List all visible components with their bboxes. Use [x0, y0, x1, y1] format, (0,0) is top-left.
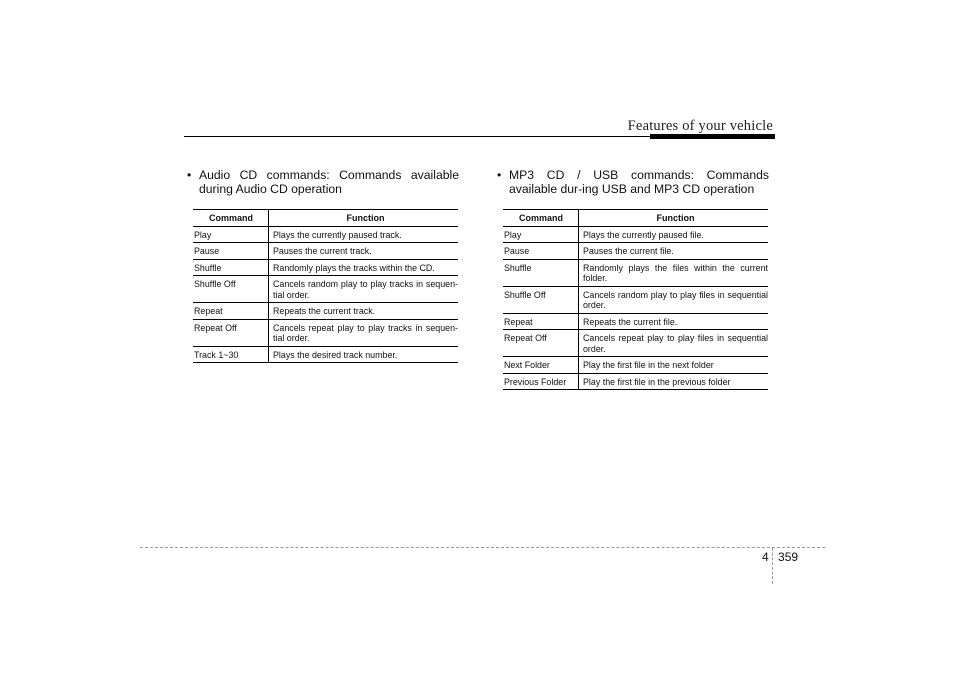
table-row — [193, 303, 458, 320]
table-row — [503, 243, 768, 260]
table-row — [503, 330, 768, 357]
column-header-command: Command — [503, 210, 579, 226]
command-cell: Repeat Off — [193, 320, 269, 346]
table-row — [193, 276, 458, 303]
header-rule-accent — [650, 134, 775, 139]
chapter-number: 4 — [762, 550, 769, 564]
command-cell: Track 1~30 — [193, 347, 269, 363]
mp3-usb-intro-text: MP3 CD / USB commands: Commands available dur-ing USB and MP3 CD operation — [509, 168, 769, 196]
command-cell: Repeat — [503, 314, 579, 330]
bullet-icon: • — [497, 168, 502, 182]
command-cell: Pause — [193, 243, 269, 259]
command-cell: Shuffle — [193, 260, 269, 276]
section-title: Features of your vehicle — [627, 118, 773, 134]
function-cell: Cancels random play to play tracks in sequen-tial order. — [273, 279, 458, 300]
table-row — [503, 357, 768, 374]
table-row — [193, 227, 458, 244]
function-cell: Play the first file in the previous folder — [583, 376, 731, 387]
mp3-usb-command-table — [503, 209, 768, 390]
command-cell: Repeat — [193, 303, 269, 319]
bullet-icon: • — [187, 168, 192, 182]
function-cell: Cancels random play to play files in sequential order. — [583, 289, 768, 310]
function-cell: Play the first file in the next folder — [583, 360, 714, 370]
table-row — [503, 314, 768, 331]
command-cell: Shuffle Off — [503, 287, 579, 313]
audio-cd-section — [183, 168, 459, 360]
audio-cd-intro-text: Audio CD commands: Commands available during Audio CD operation — [199, 168, 459, 196]
table-row — [503, 287, 768, 314]
footer-rule — [140, 547, 825, 548]
command-cell: Next Folder — [503, 357, 579, 373]
page-number-value: 359 — [778, 550, 799, 564]
function-cell: Randomly plays the tracks within the CD. — [273, 262, 435, 273]
table-row — [503, 227, 768, 244]
table-row — [193, 243, 458, 260]
function-cell: Plays the currently paused track. — [273, 229, 402, 240]
command-cell: Previous Folder — [503, 374, 579, 390]
function-cell: Plays the currently paused file. — [583, 229, 704, 240]
function-cell: Cancels repeat play to play tracks in sequen-tial order. — [273, 322, 458, 343]
table-row — [193, 260, 458, 277]
column-header-function: Function — [656, 213, 695, 223]
table-header-row — [193, 210, 458, 227]
table-row — [193, 320, 458, 347]
mp3-usb-intro — [493, 168, 769, 196]
command-cell: Pause — [503, 243, 579, 259]
table-header-row — [503, 210, 768, 227]
column-header-command: Command — [193, 210, 269, 226]
function-cell: Randomly plays the files within the current folder. — [583, 262, 768, 283]
table-row — [193, 347, 458, 364]
mp3-usb-section — [493, 168, 769, 387]
audio-cd-command-table — [193, 209, 458, 363]
function-cell: Repeats the current file. — [583, 316, 678, 327]
function-cell: Repeats the current track. — [273, 306, 376, 316]
command-cell: Play — [193, 227, 269, 243]
table-row — [503, 374, 768, 391]
audio-cd-intro — [183, 168, 459, 196]
function-cell: Pauses the current file. — [583, 246, 674, 256]
command-cell: Shuffle — [503, 260, 579, 286]
command-cell: Play — [503, 227, 579, 243]
function-cell: Pauses the current track. — [273, 246, 372, 256]
page-number — [762, 550, 798, 564]
function-cell: Plays the desired track number. — [273, 349, 398, 360]
command-cell: Shuffle Off — [193, 276, 269, 302]
command-cell: Repeat Off — [503, 330, 579, 356]
column-header-function: Function — [346, 213, 385, 223]
table-row — [503, 260, 768, 287]
function-cell: Cancels repeat play to play files in sequential order. — [583, 333, 768, 354]
